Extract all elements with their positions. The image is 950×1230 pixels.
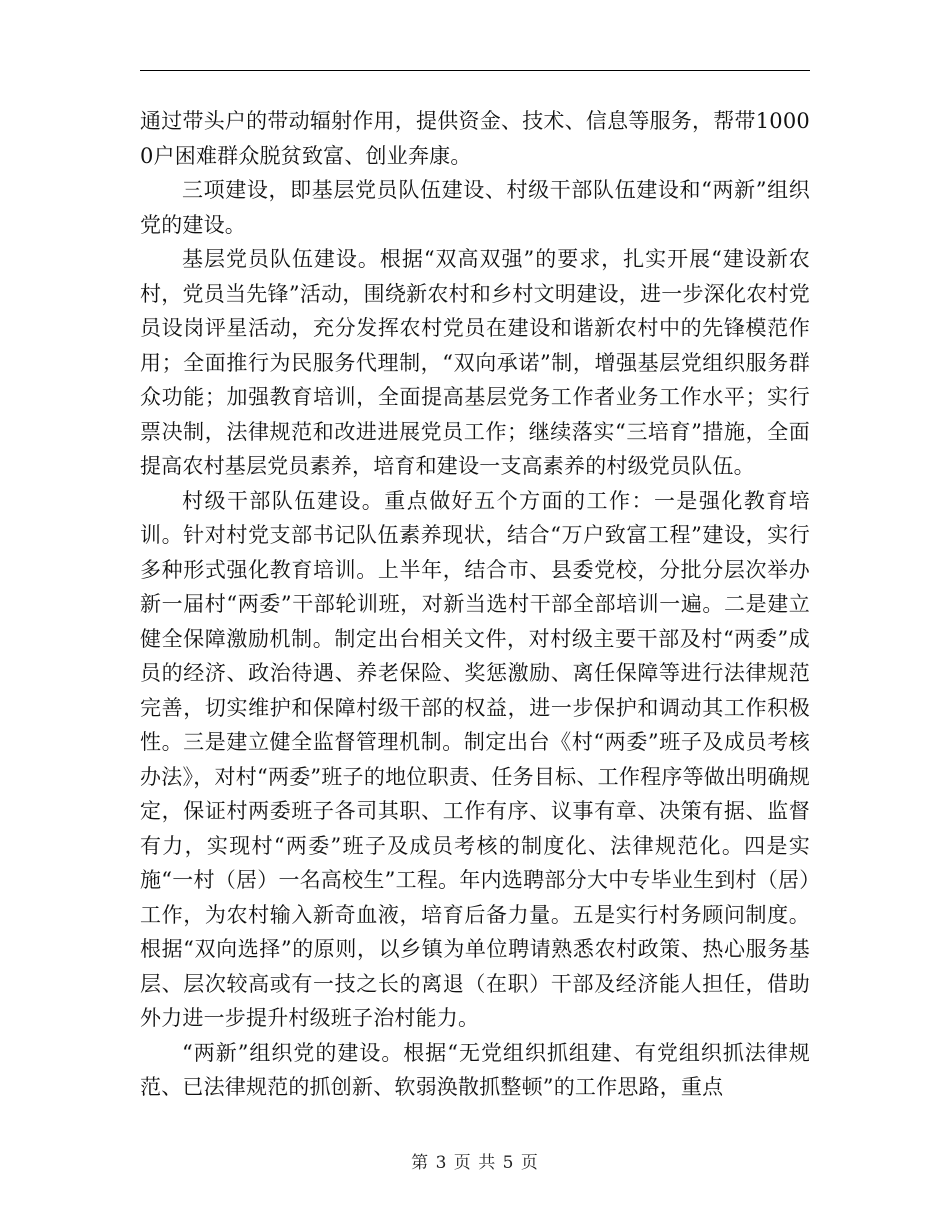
paragraph-two-new-organizations: “两新”组织党的建设。根据“无党组织抓组建、有党组织抓法律规范、已法律规范的抓创新、软弱涣散抓整顿”的工作思路，重点 xyxy=(140,1040,810,1099)
paragraph-party-member-team: 基层党员队伍建设。根据“双高双强”的要求，扎实开展“建设新农村，党员当先锋”活动，围绕新农村和乡村文明建设，进一步深化农村党员设岗评星活动，充分发挥农村党员在建设和谐新农村中的先锋模范作用；全面推行为民服务代理制，“双向承诺”制，增强基层党组织服务群众功能；加强教育培训，全面提高基层党务工作者业务工作水平；实行票决制，法律规范和改进进展党员工作；继续落实“三培育”措施，全面提高农村基层党员素养，培育和建设一支高素养的村级党员队伍。 xyxy=(140,247,810,478)
page-number-footer: 第 3 页 共 5 页 xyxy=(411,1153,539,1173)
paragraph-three-constructions: 三项建设，即基层党员队伍建设、村级干部队伍建设和“两新”组织党的建设。 xyxy=(140,178,810,237)
header-rule xyxy=(140,70,810,71)
document-body xyxy=(140,104,810,1105)
paragraph-continuation: 通过带头户的带动辐射作用，提供资金、技术、信息等服务，帮带10000户困难群众脱贫致富、创业奔康。 xyxy=(140,109,810,168)
paragraph-village-cadre-team: 村级干部队伍建设。重点做好五个方面的工作：一是强化教育培训。针对村党支部书记队伍素养现状，结合“万户致富工程”建设，实行多种形式强化教育培训。上半年，结合市、县委党校，分批分层次举办新一届村“两委”干部轮训班，对新当选村干部全部培训一遍。二是建立健全保障激励机制。制定出台相关文件，对村级主要干部及村“两委”成员的经济、政治待遇、养老保险、奖惩激励、离任保障等进行法律规范完善，切实维护和保障村级干部的权益，进一步保护和调动其工作积极性。三是建立健全监督管理机制。制定出台《村“两委”班子及成员考核办法》，对村“两委”班子的地位职责、任务目标、工作程序等做出明确规定，保证村两委班子各司其职、工作有序、议事有章、决策有据、监督有力，实现村“两委”班子及成员考核的制度化、法律规范化。四是实施“一村（居）一名高校生”工程。年内选聘部分大中专毕业生到村（居）工作，为农村输入新奇血液，培育后备力量。五是实行村务顾问制度。根据“双向选择”的原则，以乡镇为单位聘请熟悉农村政策、热心服务基层、层次较高或有一技之长的离退（在职）干部及经济能人担任，借助外力进一步提升村级班子治村能力。 xyxy=(140,488,810,1030)
